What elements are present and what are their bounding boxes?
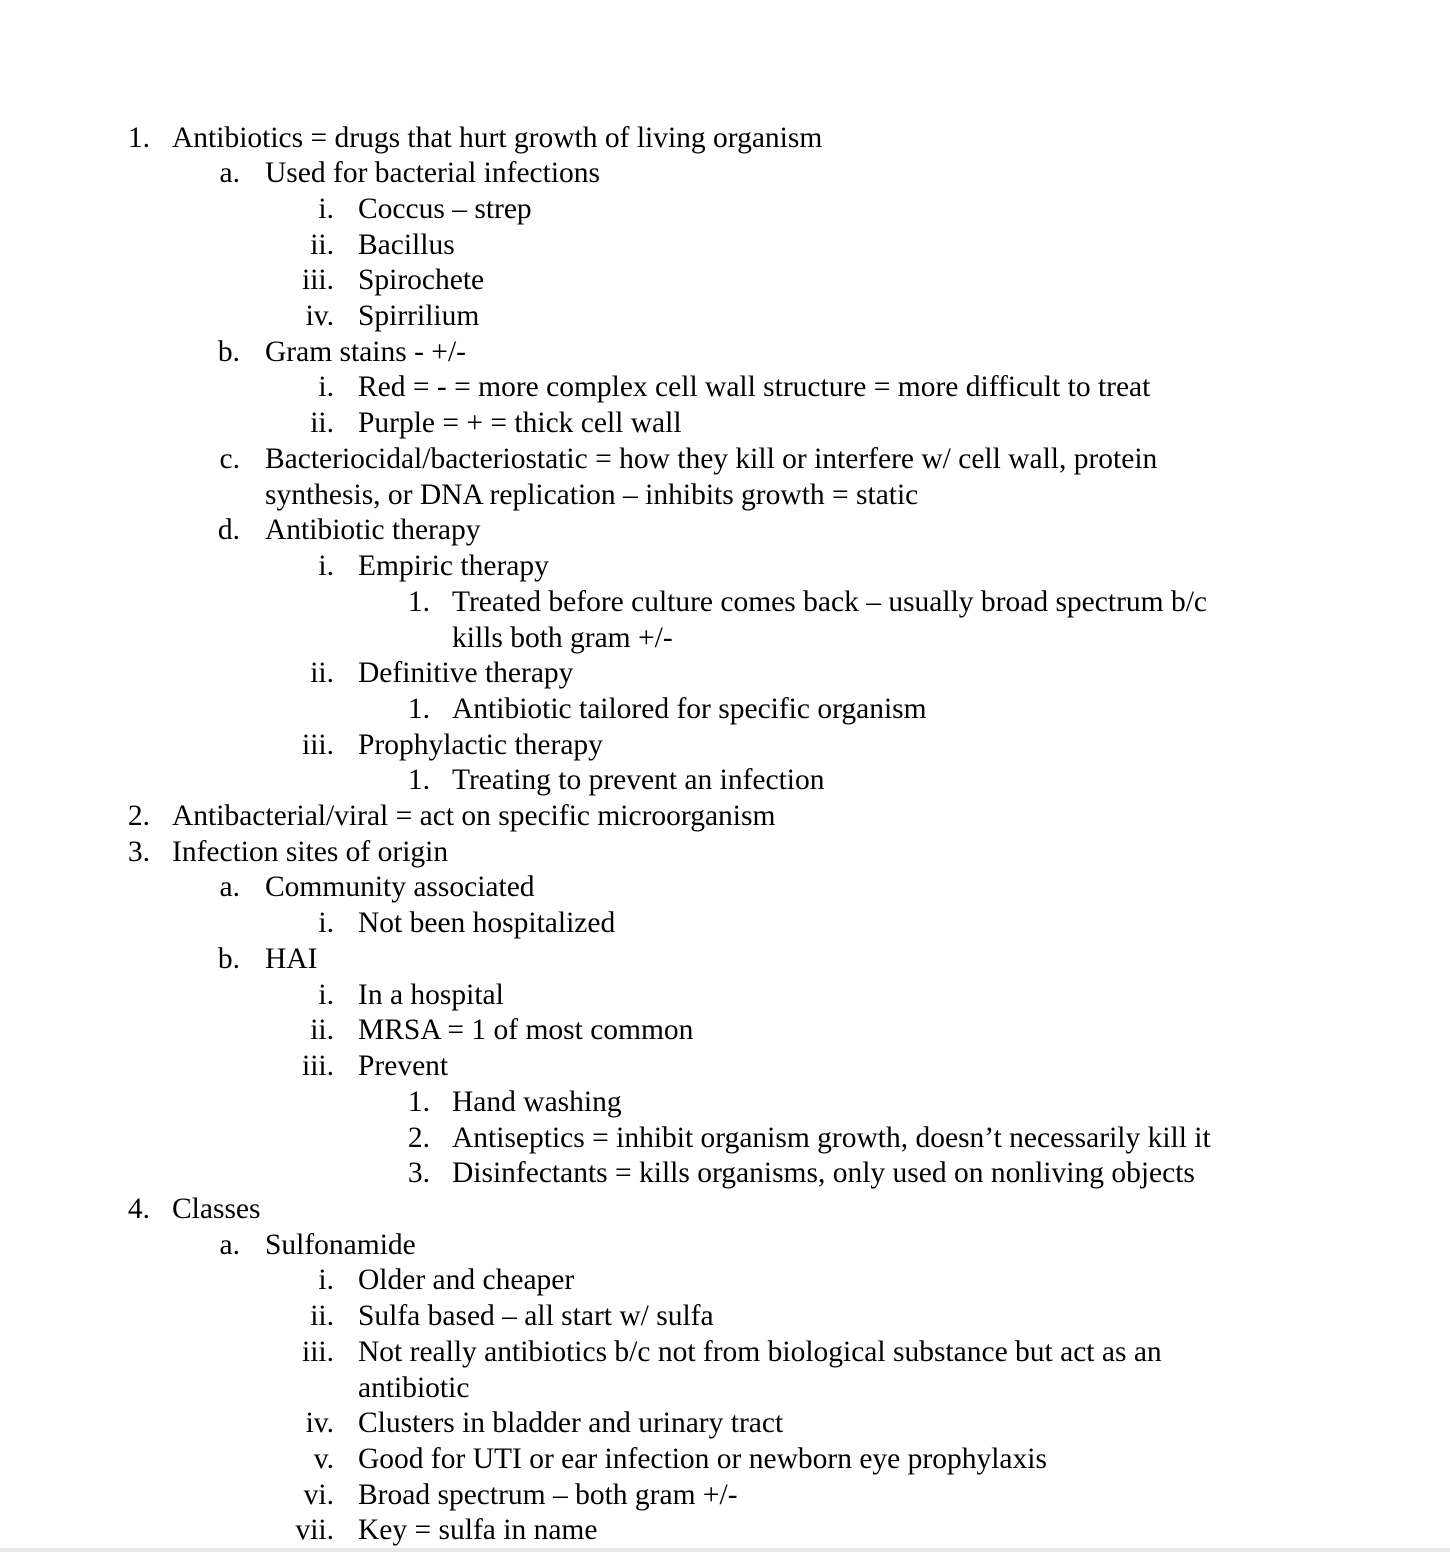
- list-marker: iii.: [302, 264, 334, 296]
- outline-item: [0, 1084, 1450, 1120]
- outline-item: [0, 941, 1450, 977]
- outline-item: [0, 441, 1450, 477]
- outline-item: [0, 1191, 1450, 1227]
- outline-item: [0, 1334, 1450, 1370]
- outline-item: [0, 369, 1450, 405]
- list-marker: 1.: [127, 122, 150, 154]
- list-text: Prophylactic therapy: [358, 729, 603, 761]
- outline-item: [0, 1405, 1450, 1441]
- page-bottom-edge: [0, 1548, 1450, 1552]
- list-text: Used for bacterial infections: [265, 157, 601, 189]
- list-marker: 2.: [407, 1122, 430, 1154]
- list-marker: vi.: [303, 1479, 334, 1511]
- outline-item: [0, 834, 1450, 870]
- list-marker: b.: [217, 943, 240, 975]
- outline-item: [0, 1512, 1450, 1548]
- list-marker: i.: [318, 550, 334, 582]
- outline-item: [0, 762, 1450, 798]
- outline-item: [0, 405, 1450, 441]
- outline-item: [0, 1048, 1450, 1084]
- list-text: Classes: [172, 1193, 261, 1225]
- list-text: HAI: [265, 943, 318, 975]
- list-text: Not really antibiotics b/c not from biological substance but act as an: [358, 1336, 1162, 1368]
- outline-item: [0, 1227, 1450, 1263]
- list-marker: d.: [217, 514, 240, 546]
- outline-item: [0, 798, 1450, 834]
- list-text: Purple = + = thick cell wall: [358, 407, 682, 439]
- list-marker: v.: [313, 1443, 334, 1475]
- list-marker: 1.: [407, 764, 430, 796]
- outline-item: [0, 1120, 1450, 1156]
- list-text: Gram stains - +/-: [265, 336, 466, 368]
- list-text: kills both gram +/-: [452, 622, 673, 654]
- outline-item: [0, 477, 1450, 513]
- list-marker: ii.: [310, 407, 334, 439]
- outline-item: [0, 191, 1450, 227]
- list-text: Not been hospitalized: [358, 907, 616, 939]
- list-marker: i.: [318, 907, 334, 939]
- list-marker: 3.: [407, 1157, 430, 1189]
- outline-item: [0, 977, 1450, 1013]
- list-marker: iv.: [305, 300, 334, 332]
- list-marker: iv.: [305, 1407, 334, 1439]
- list-marker: b.: [217, 336, 240, 368]
- list-marker: i.: [318, 979, 334, 1011]
- list-text: Sulfa based – all start w/ sulfa: [358, 1300, 714, 1332]
- outline-item: [0, 1012, 1450, 1048]
- list-marker: ii.: [310, 1300, 334, 1332]
- list-marker: ii.: [310, 1014, 334, 1046]
- list-text: Red = - = more complex cell wall structure = more difficult to treat: [358, 371, 1151, 403]
- list-text: Hand washing: [452, 1086, 622, 1118]
- list-text: In a hospital: [358, 979, 504, 1011]
- list-marker: 2.: [127, 800, 150, 832]
- list-marker: i.: [318, 193, 334, 225]
- outline-item: [0, 691, 1450, 727]
- outline-item: [0, 227, 1450, 263]
- list-marker: iii.: [302, 1336, 334, 1368]
- outline-item: [0, 1155, 1450, 1191]
- list-text: Antibiotic tailored for specific organism: [452, 693, 927, 725]
- list-text: Good for UTI or ear infection or newborn eye prophylaxis: [358, 1443, 1047, 1475]
- list-marker: i.: [318, 371, 334, 403]
- outline-item: [0, 655, 1450, 691]
- list-text: Infection sites of origin: [172, 836, 449, 868]
- list-text: MRSA = 1 of most common: [358, 1014, 694, 1046]
- list-text: antibiotic: [358, 1372, 470, 1404]
- list-marker: a.: [219, 871, 240, 903]
- outline-item: [0, 512, 1450, 548]
- outline-item: [0, 584, 1450, 620]
- list-text: Spirochete: [358, 264, 485, 296]
- list-marker: 1.: [407, 586, 430, 618]
- list-text: Antibiotics = drugs that hurt growth of living organism: [172, 122, 823, 154]
- outline-item: [0, 1262, 1450, 1298]
- list-text: Bacteriocidal/bacteriostatic = how they kill or interfere w/ cell wall, protein: [265, 443, 1158, 475]
- outline-item: [0, 1477, 1450, 1513]
- outline-item: [0, 1298, 1450, 1334]
- outline-item: [0, 120, 1450, 156]
- list-text: Spirrilium: [358, 300, 480, 332]
- list-marker: ii.: [310, 229, 334, 261]
- outline-item: [0, 869, 1450, 905]
- list-text: Empiric therapy: [358, 550, 549, 582]
- list-marker: 1.: [407, 1086, 430, 1118]
- list-marker: a.: [219, 1229, 240, 1261]
- list-text: Antibiotic therapy: [265, 514, 481, 546]
- outline-item: [0, 334, 1450, 370]
- list-text: Key = sulfa in name: [358, 1514, 598, 1546]
- list-marker: a.: [219, 157, 240, 189]
- list-marker: iii.: [302, 729, 334, 761]
- list-text: Disinfectants = kills organisms, only used on nonliving objects: [452, 1157, 1195, 1189]
- outline-item: [0, 905, 1450, 941]
- list-text: synthesis, or DNA replication – inhibits growth = static: [265, 479, 919, 511]
- list-text: Antiseptics = inhibit organism growth, doesn’t necessarily kill it: [452, 1122, 1211, 1154]
- list-marker: 4.: [127, 1193, 150, 1225]
- list-marker: 1.: [407, 693, 430, 725]
- list-marker: iii.: [302, 1050, 334, 1082]
- list-marker: 3.: [127, 836, 150, 868]
- list-text: Bacillus: [358, 229, 455, 261]
- list-marker: i.: [318, 1264, 334, 1296]
- list-text: Older and cheaper: [358, 1264, 575, 1296]
- outline-item: [0, 1441, 1450, 1477]
- list-marker: vii.: [295, 1514, 334, 1546]
- list-text: Treating to prevent an infection: [452, 764, 825, 796]
- outline-item: [0, 548, 1450, 584]
- list-text: Treated before culture comes back – usually broad spectrum b/c: [452, 586, 1208, 618]
- outline-item: [0, 155, 1450, 191]
- outline-item: [0, 1370, 1450, 1406]
- list-text: Broad spectrum – both gram +/-: [358, 1479, 738, 1511]
- list-text: Community associated: [265, 871, 535, 903]
- list-text: Clusters in bladder and urinary tract: [358, 1407, 784, 1439]
- outline-item: [0, 620, 1450, 656]
- outline-item: [0, 727, 1450, 763]
- list-marker: c.: [219, 443, 240, 475]
- outline-item: [0, 262, 1450, 298]
- list-text: Definitive therapy: [358, 657, 574, 689]
- list-text: Prevent: [358, 1050, 449, 1082]
- list-text: Sulfonamide: [265, 1229, 416, 1261]
- outline-item: [0, 298, 1450, 334]
- list-text: Coccus – strep: [358, 193, 532, 225]
- list-text: Antibacterial/viral = act on specific microorganism: [172, 800, 776, 832]
- list-marker: ii.: [310, 657, 334, 689]
